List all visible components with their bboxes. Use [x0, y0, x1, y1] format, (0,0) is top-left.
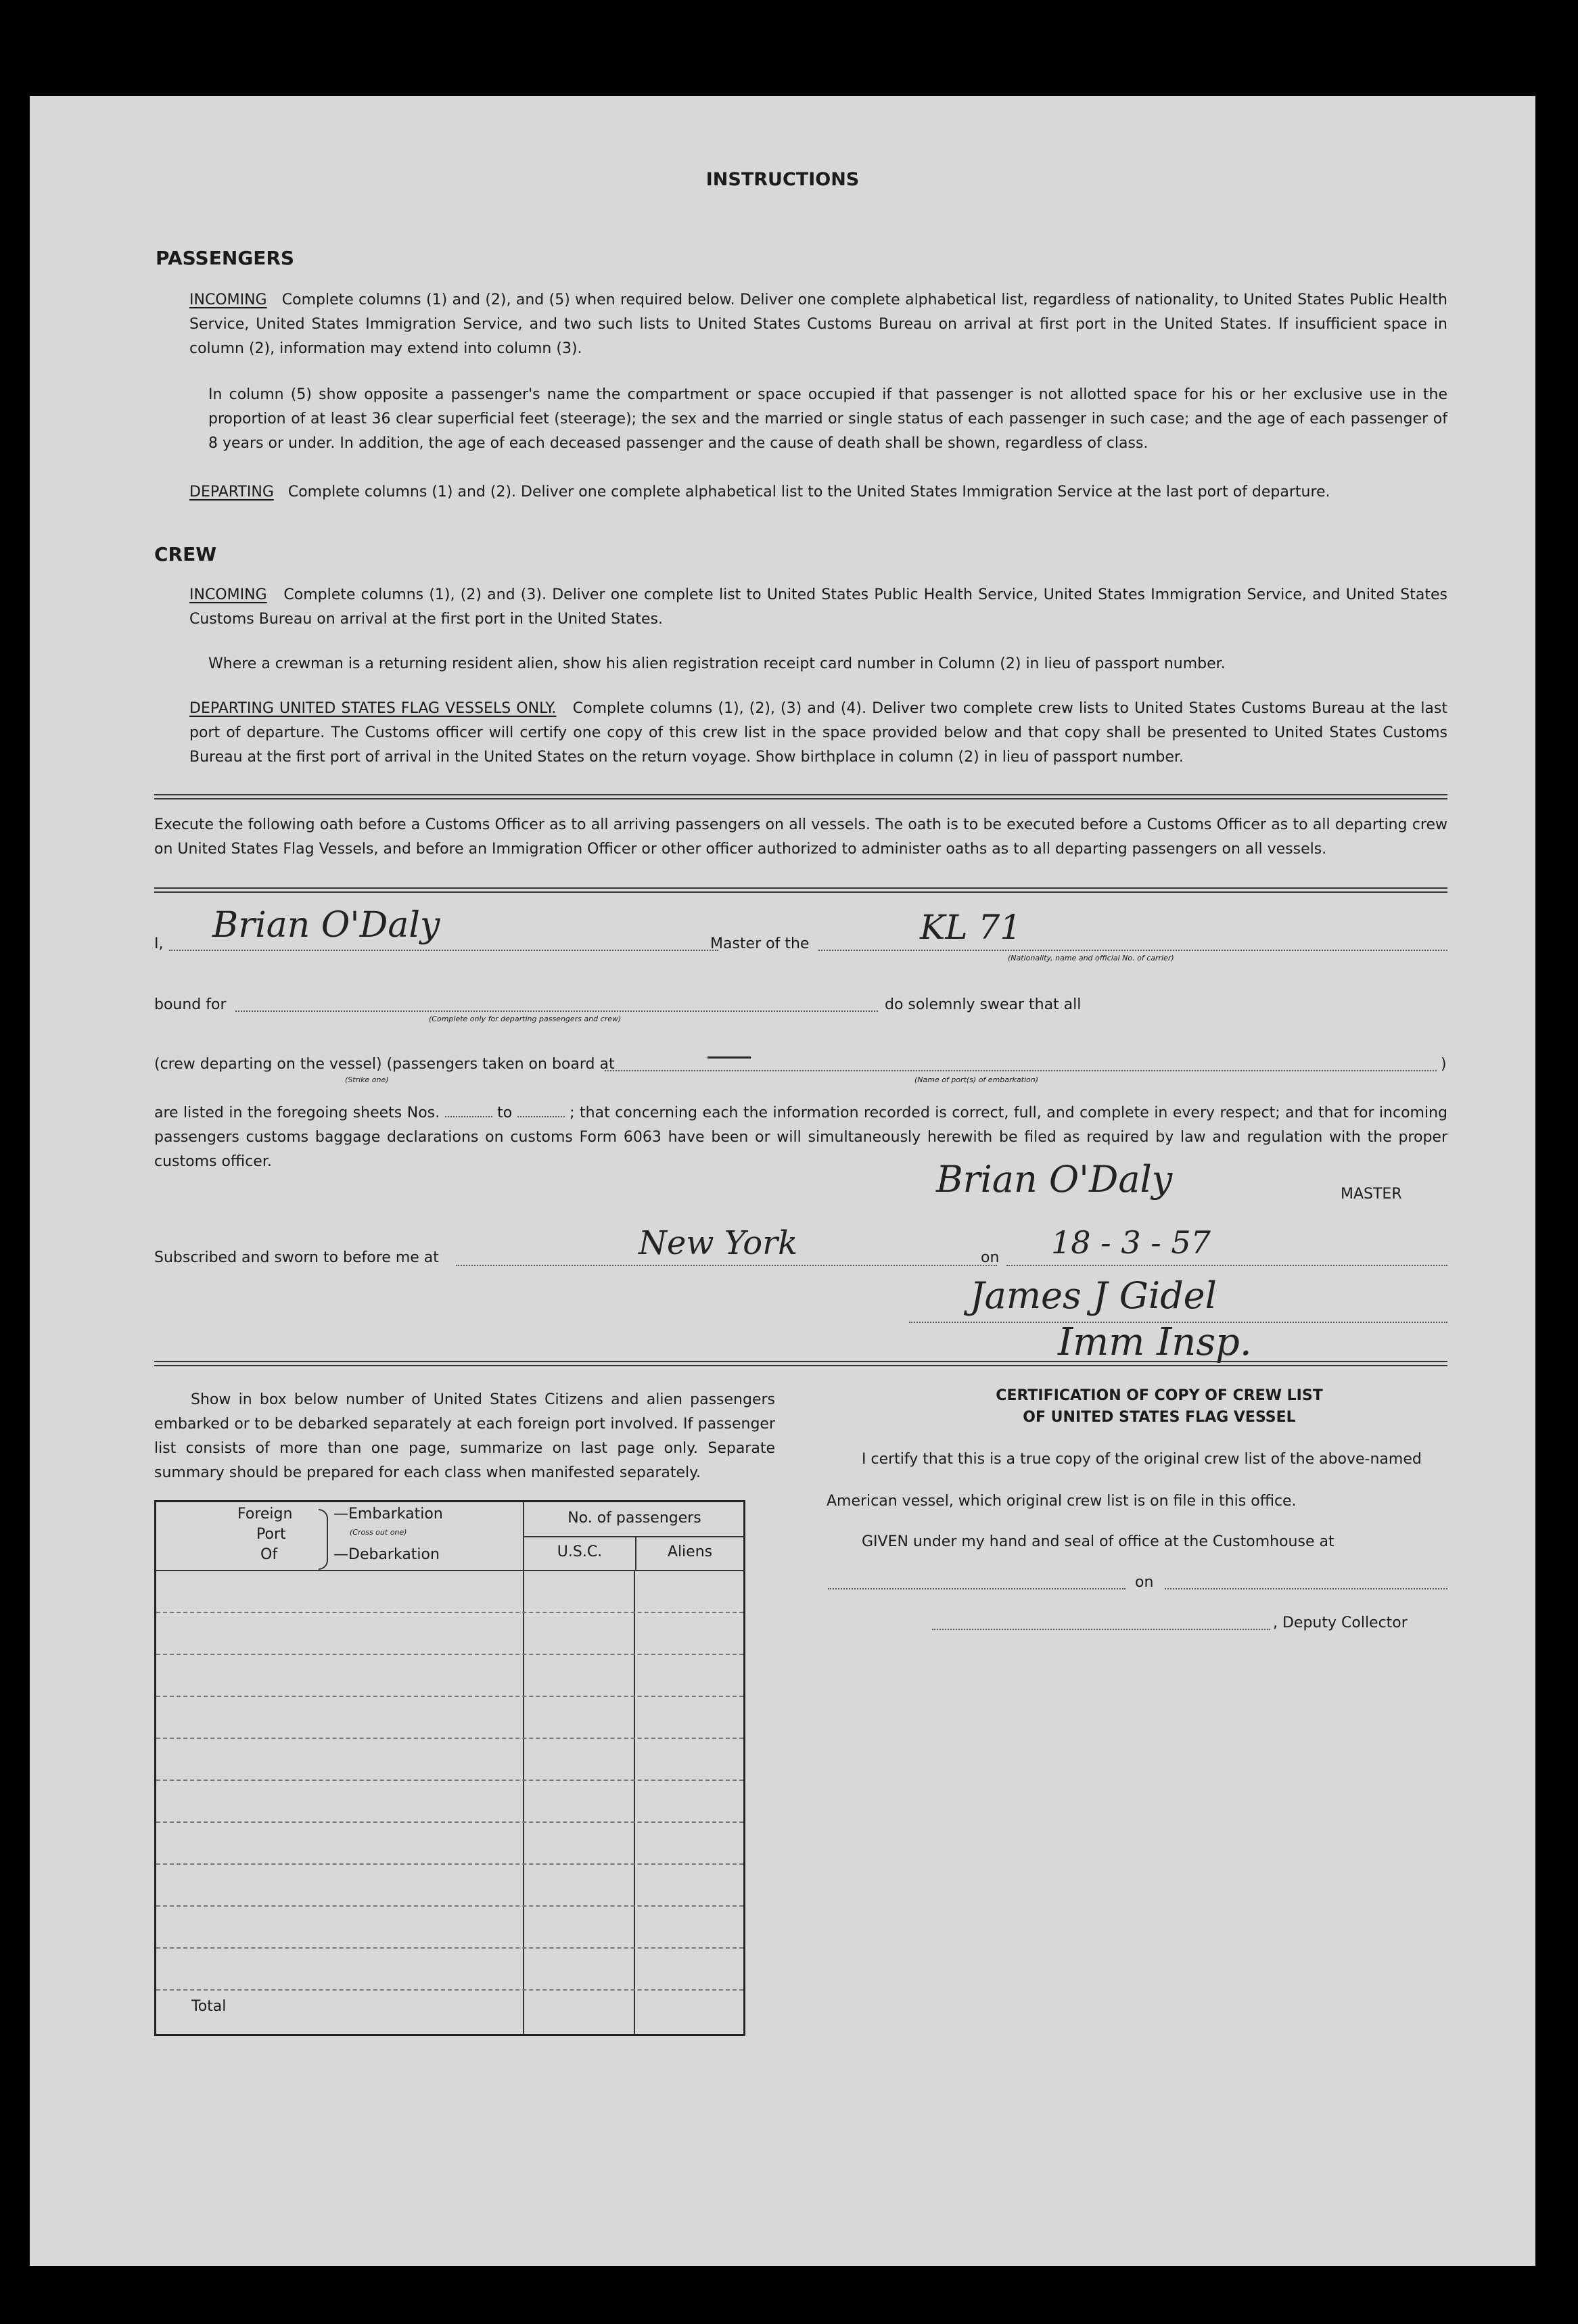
crew-departing-paragraph [189, 697, 1447, 770]
officer-title: Imm Insp. [1058, 1320, 1252, 1364]
passengers-departing-label: DEPARTING [189, 484, 274, 501]
swear-label: do solemnly swear that all [885, 996, 1082, 1013]
summary-header-passengers [523, 1502, 745, 1571]
vessel-line [818, 950, 1447, 951]
certification-on-label: on [1135, 1574, 1154, 1591]
col-of: Of [260, 1546, 278, 1563]
master-label: MASTER [1341, 1186, 1402, 1203]
oath-divider [154, 887, 1447, 893]
table-row[interactable] [156, 1696, 743, 1697]
passengers-heading: PASSENGERS [156, 247, 295, 269]
strike-caption: (Strike one) [345, 1075, 389, 1084]
crew-departing-label: DEPARTING UNITED STATES FLAG VESSELS ONLY. [189, 700, 557, 717]
embarkation-port-dash [707, 1056, 751, 1059]
sheet-to-blank[interactable] [517, 1116, 565, 1117]
table-row[interactable] [156, 1780, 743, 1781]
master-name-handwritten: Brian O'Daly [212, 905, 440, 946]
crew-departing-text: Complete columns (1), (2), (3) and (4). Deliver two complete crew lists to United States Customs Bureau at the last port of departure. The Customs officer will certify one copy of this crew list in the space provided below and that copy shall be presented to United States Customs Bureau at the first port of arrival in the United States on the return voyage. Show birthplace in column (2) in lieu of passport number. [189, 700, 1447, 766]
crew-resident-paragraph: Where a crewman is a returning resident alien, show his alien registration receipt card number in Column (2) in lieu of passport number. [208, 655, 1226, 672]
passengers-incoming-label: INCOMING [189, 292, 267, 308]
table-row[interactable] [156, 1654, 743, 1655]
usc-header: U.S.C. [557, 1543, 603, 1560]
embarkation-option[interactable]: —Embarkation [333, 1506, 443, 1523]
section-divider [154, 794, 1447, 799]
passengers-departing-paragraph [189, 480, 1447, 505]
place-line [456, 1265, 997, 1266]
aliens-header: Aliens [667, 1543, 713, 1560]
listed-paragraph [154, 1101, 1447, 1174]
table-row[interactable] [156, 1863, 743, 1865]
no-passengers-header: No. of passengers [567, 1510, 701, 1527]
cross-out-caption: (Cross out one) [350, 1528, 407, 1537]
passengers-incoming-text: Complete columns (1) and (2), and (5) when required below. Deliver one complete alphabetical list, regardless of nationality, to United States Public Health Service, United States Immigration Service, and two such lists to United States Customs Bureau on arrival at first port in the United States. If insufficient space in column (2), information may extend into column (3). [189, 292, 1448, 357]
date-handwritten: 18 - 3 - 57 [1051, 1224, 1211, 1261]
subscribed-label: Subscribed and sworn to before me at [154, 1249, 439, 1266]
port-caption: (Name of port(s) of embarkation) [914, 1075, 1038, 1084]
header-split-line [524, 1536, 745, 1537]
certification-given: GIVEN under my hand and seal of office at the Customhouse at [862, 1533, 1335, 1550]
bracket [319, 1509, 328, 1570]
listed-post: ; that concerning each the information recorded is correct, full, and complete in every respect; and that for incoming passengers customs baggage declarations on customs Form 6063 have been or will simultaneously herewith be filed as required by law and regulation with the proper customs officer. [154, 1105, 1447, 1170]
page-title: INSTRUCTIONS [705, 169, 860, 190]
master-signature: Brian O'Daly [936, 1158, 1173, 1201]
sheet-from-blank[interactable] [445, 1116, 492, 1117]
table-row[interactable] [156, 1947, 743, 1949]
passengers-column5-paragraph: In column (5) show opposite a passenger's name the compartment or space occupied if that passenger is not allotted space for his or her exclusive use in the proportion of at least 36 clear superficial feet (steerage); the sex and the married or single status of each passenger in such case; and the age of each passenger of 8 years or under. In addition, the age of each deceased passenger and the cause of death shall be shown, regardless of class. [208, 386, 1447, 452]
place-handwritten: New York [639, 1224, 798, 1262]
body-col-divider-2 [634, 1571, 635, 2034]
certification-heading-2: OF UNITED STATES FLAG VESSEL [1023, 1409, 1296, 1426]
oath-bottom-divider [154, 1361, 1447, 1366]
listed-pre: are listed in the foregoing sheets Nos. [154, 1105, 440, 1121]
crew-departing-label: (crew departing on the vessel) (passengers taken on board at [154, 1056, 615, 1073]
crew-incoming-text: Complete columns (1), (2) and (3). Deliver one complete list to United States Public Health Service, United States Immigration Service, and United States Customs Bureau on arrival at the first port in the United States. [189, 586, 1447, 628]
table-row[interactable] [156, 1738, 743, 1739]
customhouse-line[interactable] [828, 1588, 1126, 1589]
date-on-label: on [981, 1249, 1000, 1266]
table-row[interactable] [156, 1905, 743, 1907]
total-label: Total [191, 1998, 227, 2015]
oath-intro: Execute the following oath before a Customs Officer as to all arriving passengers on all vessels. The oath is to be executed before a Customs Officer as to all departing crew on United States Flag Vessels, and before an Immigration Officer or other officer authorized to administer oaths as to all departing passengers on all vessels. [154, 816, 1447, 858]
form-page [30, 96, 1535, 2266]
crew-incoming-paragraph [189, 583, 1447, 632]
table-row[interactable] [156, 1612, 743, 1613]
embarkation-port-line [605, 1070, 1437, 1071]
table-row[interactable] [156, 1989, 743, 1991]
bound-for-label: bound for [154, 996, 227, 1013]
bound-for-caption: (Complete only for departing passengers and crew) [429, 1015, 622, 1023]
summary-header-port [156, 1502, 523, 1571]
passengers-departing-text: Complete columns (1) and (2). Deliver one complete alphabetical list to the United States Immigration Service at the last port of departure. [287, 484, 1330, 501]
listed-to: to [497, 1105, 513, 1121]
col-foreign: Foreign [237, 1506, 293, 1523]
certification-date-line[interactable] [1165, 1588, 1447, 1589]
i-label: I, [154, 935, 164, 952]
col-port: Port [256, 1526, 286, 1543]
body-col-divider-1 [523, 1571, 524, 2034]
deputy-collector-label: , Deputy Collector [1273, 1614, 1408, 1631]
certification-heading-1: CERTIFICATION OF COPY OF CREW LIST [996, 1387, 1323, 1404]
officer-signature: James J Gidel [970, 1274, 1217, 1317]
crew-incoming-label: INCOMING [189, 586, 267, 603]
vessel-caption: (Nationality, name and official No. of carrier) [1008, 954, 1174, 962]
bound-for-line [235, 1010, 878, 1012]
vessel-handwritten: KL 71 [920, 908, 1022, 947]
crew-heading: CREW [154, 543, 217, 565]
date-line [1006, 1265, 1447, 1266]
deputy-collector-line[interactable] [932, 1629, 1270, 1630]
table-row[interactable] [156, 1821, 743, 1823]
passenger-summary-table [154, 1500, 745, 2036]
debarkation-option[interactable]: —Debarkation [333, 1546, 440, 1563]
close-paren: ) [1441, 1056, 1447, 1073]
master-name-line [169, 950, 718, 951]
certification-text-2: American vessel, which original crew list is on file in this office. [827, 1493, 1297, 1510]
master-of-label: Master of the [710, 935, 810, 952]
certification-text-1: I certify that this is a true copy of the original crew list of the above-named [862, 1451, 1422, 1468]
passengers-incoming-paragraph [189, 288, 1447, 361]
summary-body [156, 1571, 743, 2034]
summary-instructions: Show in box below number of United States Citizens and alien passengers embarked or to be debarked separately at each foreign port involved. If passenger list consists of more than one page, summarize on last page only. Separate summary should be prepared for each class when manifested separately. [154, 1391, 775, 1481]
